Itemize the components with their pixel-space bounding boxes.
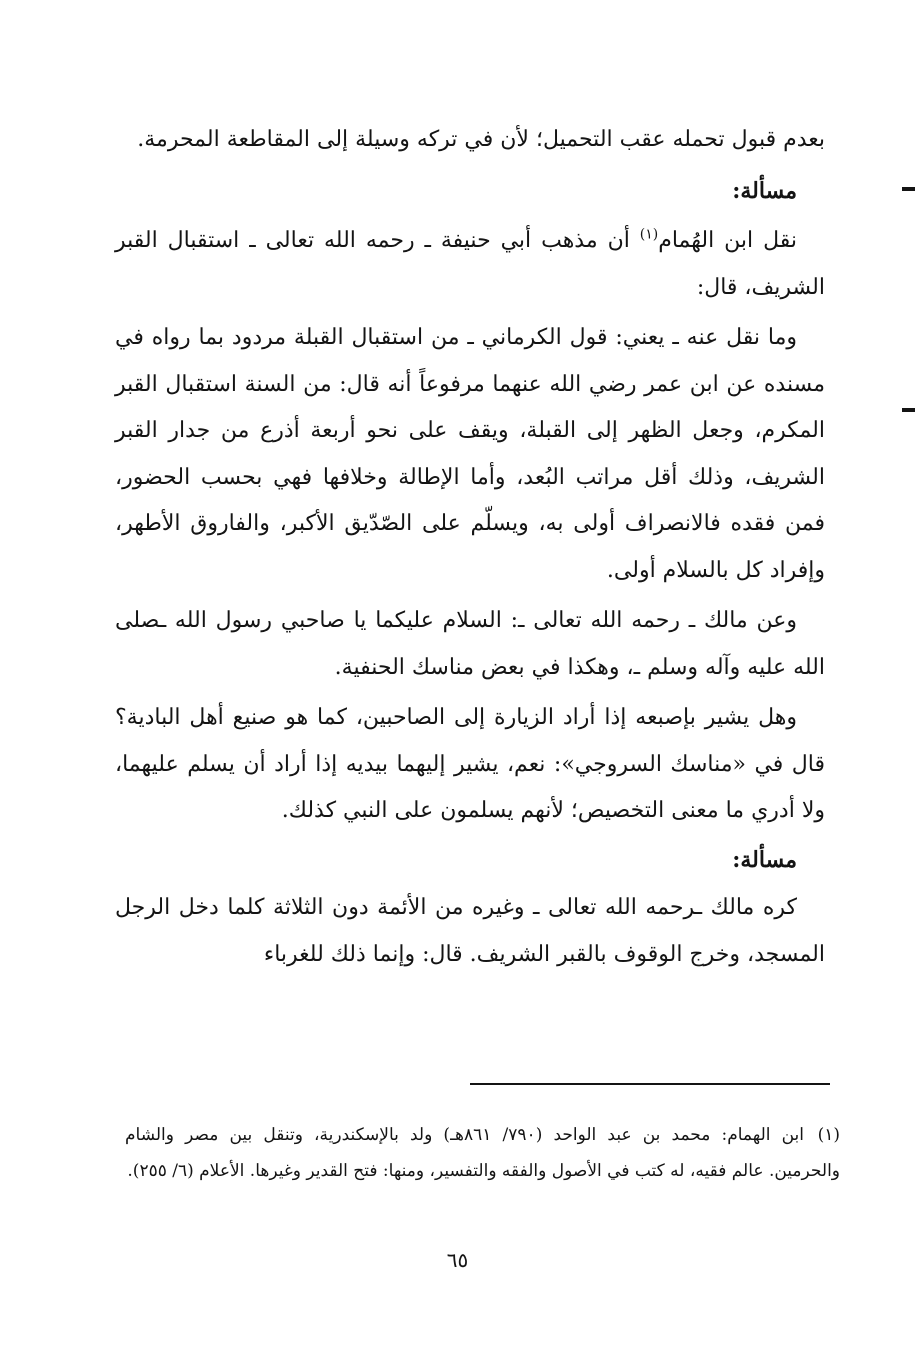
section-heading: مسألة: xyxy=(732,177,797,204)
margin-mark xyxy=(902,187,915,191)
paragraph-text: نقل ابن الهُمام xyxy=(658,228,797,253)
footnote-number: (١) xyxy=(817,1125,840,1145)
paragraph: وهل يشير بإصبعه إذا أراد الزيارة إلى الصاحبين، كما هو صنيع أهل البادية؟ قال في «مناسك السروجي»: نعم، يشير إليهما بيديه إذا أراد أن يسلم عليهما، ولا أدري ما معنى التخصيص؛ لأنهم يسلمون على النبي كذلك. xyxy=(115,705,825,823)
footnote-separator xyxy=(470,1083,830,1085)
paragraph: بعدم قبول تحمله عقب التحميل؛ لأن في تركه وسيلة إلى المقاطعة المحرمة. xyxy=(137,127,825,152)
footnote-text: ابن الهمام: محمد بن عبد الواحد (٧٩٠/ ٨٦١هـ) ولد بالإسكندرية، وتنقل بين مصر والشام والحرمين. عالم فقيه، له كتب في الأصول والفقه والتفسير، ومنها: فتح القدير وغيرها. الأعلام (٦/ ٢٥٥). xyxy=(125,1125,840,1181)
footnote-ref: (١) xyxy=(639,226,659,243)
footnote xyxy=(125,1117,840,1189)
paragraph-text: أن مذهب أبي حنيفة ـ رحمه الله تعالى ـ استقبال القبر الشريف، قال: xyxy=(115,228,825,300)
paragraph xyxy=(115,218,825,311)
section-heading: مسألة: xyxy=(732,846,797,873)
paragraph: كره مالك ـرحمه الله تعالى ـ وغيره من الأئمة دون الثلاثة كلما دخل الرجل المسجد، وخرج الوقوف بالقبر الشريف. قال: وإنما ذلك للغرباء xyxy=(115,895,825,967)
paragraph: وما نقل عنه ـ يعني: قول الكرماني ـ من استقبال القبلة مردود بما رواه في مسنده عن ابن عمر رضي الله عنهما مرفوعاً أنه قال: من السنة استقبال القبر المكرم، وجعل الظهر إلى القبلة، ويقف على نحو أربعة أذرع من جدار القبر الشريف، وذلك أقل مراتب البُعد، وأما الإطالة وخلافها فهي بحسب الحضور، فمن فقده فالانصراف أولى به، ويسلّم على الصّدّيق الأكبر، والفاروق الأطهر، وإفراد كل بالسلام أولى. xyxy=(115,325,825,583)
paragraph: وعن مالك ـ رحمه الله تعالى ـ: السلام عليكما يا صاحبي رسول الله ـصلى الله عليه وآله وسلم ـ، وهكذا في بعض مناسك الحنفية. xyxy=(115,608,825,680)
margin-mark xyxy=(902,408,915,412)
page-number: ٦٥ xyxy=(446,1248,469,1272)
main-text xyxy=(115,117,825,978)
